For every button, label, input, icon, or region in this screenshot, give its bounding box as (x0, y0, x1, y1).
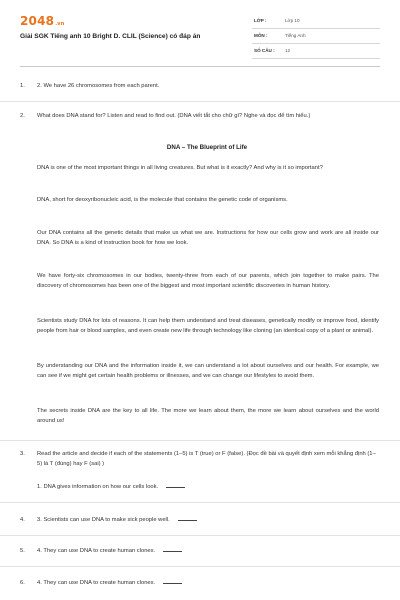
question-3 (20, 449, 380, 471)
article-paragraph: By understanding our DNA and the information inside it, we can understand a lot about ourselves and our health. For example, we can see if we might get certain health problems or illnesses, and we can change our lifestyles to avoid them. (37, 363, 379, 380)
meta-row-grade (252, 14, 380, 29)
answer-blank[interactable] (163, 547, 182, 552)
document-title: Giải SGK Tiếng anh 10 Bright D. CLIL (Science) có đáp án (20, 33, 201, 40)
page-header (0, 0, 400, 62)
question-divider (0, 535, 400, 536)
article-paragraph: DNA is one of the most important things in all living creatures. But what is it exactly? And why is it so important? (37, 165, 323, 171)
answer-blank[interactable] (163, 579, 182, 584)
statement-text: 1. DNA gives information on how our cells look. (37, 484, 159, 490)
question-divider (0, 101, 400, 102)
statement-text: 4. They can use DNA to create human clones. (37, 580, 156, 586)
question-text: What does DNA stand for? Listen and read to find out. (DNA viết tắt cho chữ gì? Nghe và đọc để tìm hiểu.) (37, 113, 311, 119)
question-text (37, 515, 377, 525)
question-text: Read the article and decide if each of the statements (1–5) is T (true) or F (false). (Đọc đề bài và quyết định xem mỗi khẳng định (1–5) là T (đúng) hay F (sai) ) (37, 451, 376, 468)
site-logo[interactable] (20, 14, 65, 28)
question-number: 3. (20, 451, 25, 457)
article-paragraph: DNA, short for deoxyribonucleic acid, is the molecule that contains the genetic code of organisms. (37, 197, 288, 203)
question-number: 1. (20, 83, 25, 89)
question-number: 2. (20, 113, 25, 119)
question-number: 5. (20, 548, 25, 554)
question-divider (0, 502, 400, 503)
question-text: 2. We have 26 chromosomes from each parent. (37, 83, 160, 89)
question-number: 6. (20, 580, 25, 586)
article-paragraph: Scientists study DNA for lots of reasons. It can help them understand and treat diseases, genetically modify or improve food, identify people from hair or blood samples, and even create new life through technology like cloning (an identical copy of a plant or animal). (37, 318, 379, 335)
question-number: 4. (20, 517, 25, 523)
question-text (37, 546, 377, 556)
meta-value-grade: Lớp 10 (285, 18, 300, 23)
article-paragraph: Our DNA contains all the genetic details that make us what we are. Instructions for how our cells grow and work are all inside our DNA. So DNA is a kind of instruction book for how we look. (37, 230, 379, 247)
meta-row-count (252, 44, 380, 59)
statement-text: 3. Scientists can use DNA to make sick people well. (37, 517, 170, 523)
meta-key-count: SỐ CÂU : (254, 48, 275, 53)
question-divider (0, 440, 400, 441)
meta-key-subject: MÔN : (254, 33, 268, 38)
article-paragraph: We have forty-six chromosomes in our bodies, twenty-three from each of our parents, which join together to make pairs. The discovery of chromosomes has been one of the biggest and most important scientific discoveries in human history. (37, 273, 379, 290)
meta-key-grade: LỚP : (254, 18, 267, 23)
question-divider (0, 566, 400, 567)
meta-value-subject: Tiếng Anh (285, 33, 306, 38)
article-title: DNA – The Blueprint of Life (166, 144, 248, 151)
answer-blank[interactable] (166, 483, 185, 488)
logo-tld: .vn (55, 21, 65, 27)
statement-text: 4. They can use DNA to create human clones. (37, 548, 156, 554)
header-divider (20, 66, 380, 67)
article-paragraph: The secrets inside DNA are the key to all life. The more we learn about them, the more we learn about ourselves and the world around us! (37, 408, 379, 425)
meta-value-count: 12 (285, 48, 291, 53)
question-2 (20, 111, 380, 133)
meta-row-subject (252, 29, 380, 44)
logo-text: 2048 (20, 14, 55, 28)
meta-table (252, 14, 380, 59)
question-text (37, 578, 377, 588)
statement-1 (37, 482, 185, 492)
answer-blank[interactable] (178, 516, 197, 521)
